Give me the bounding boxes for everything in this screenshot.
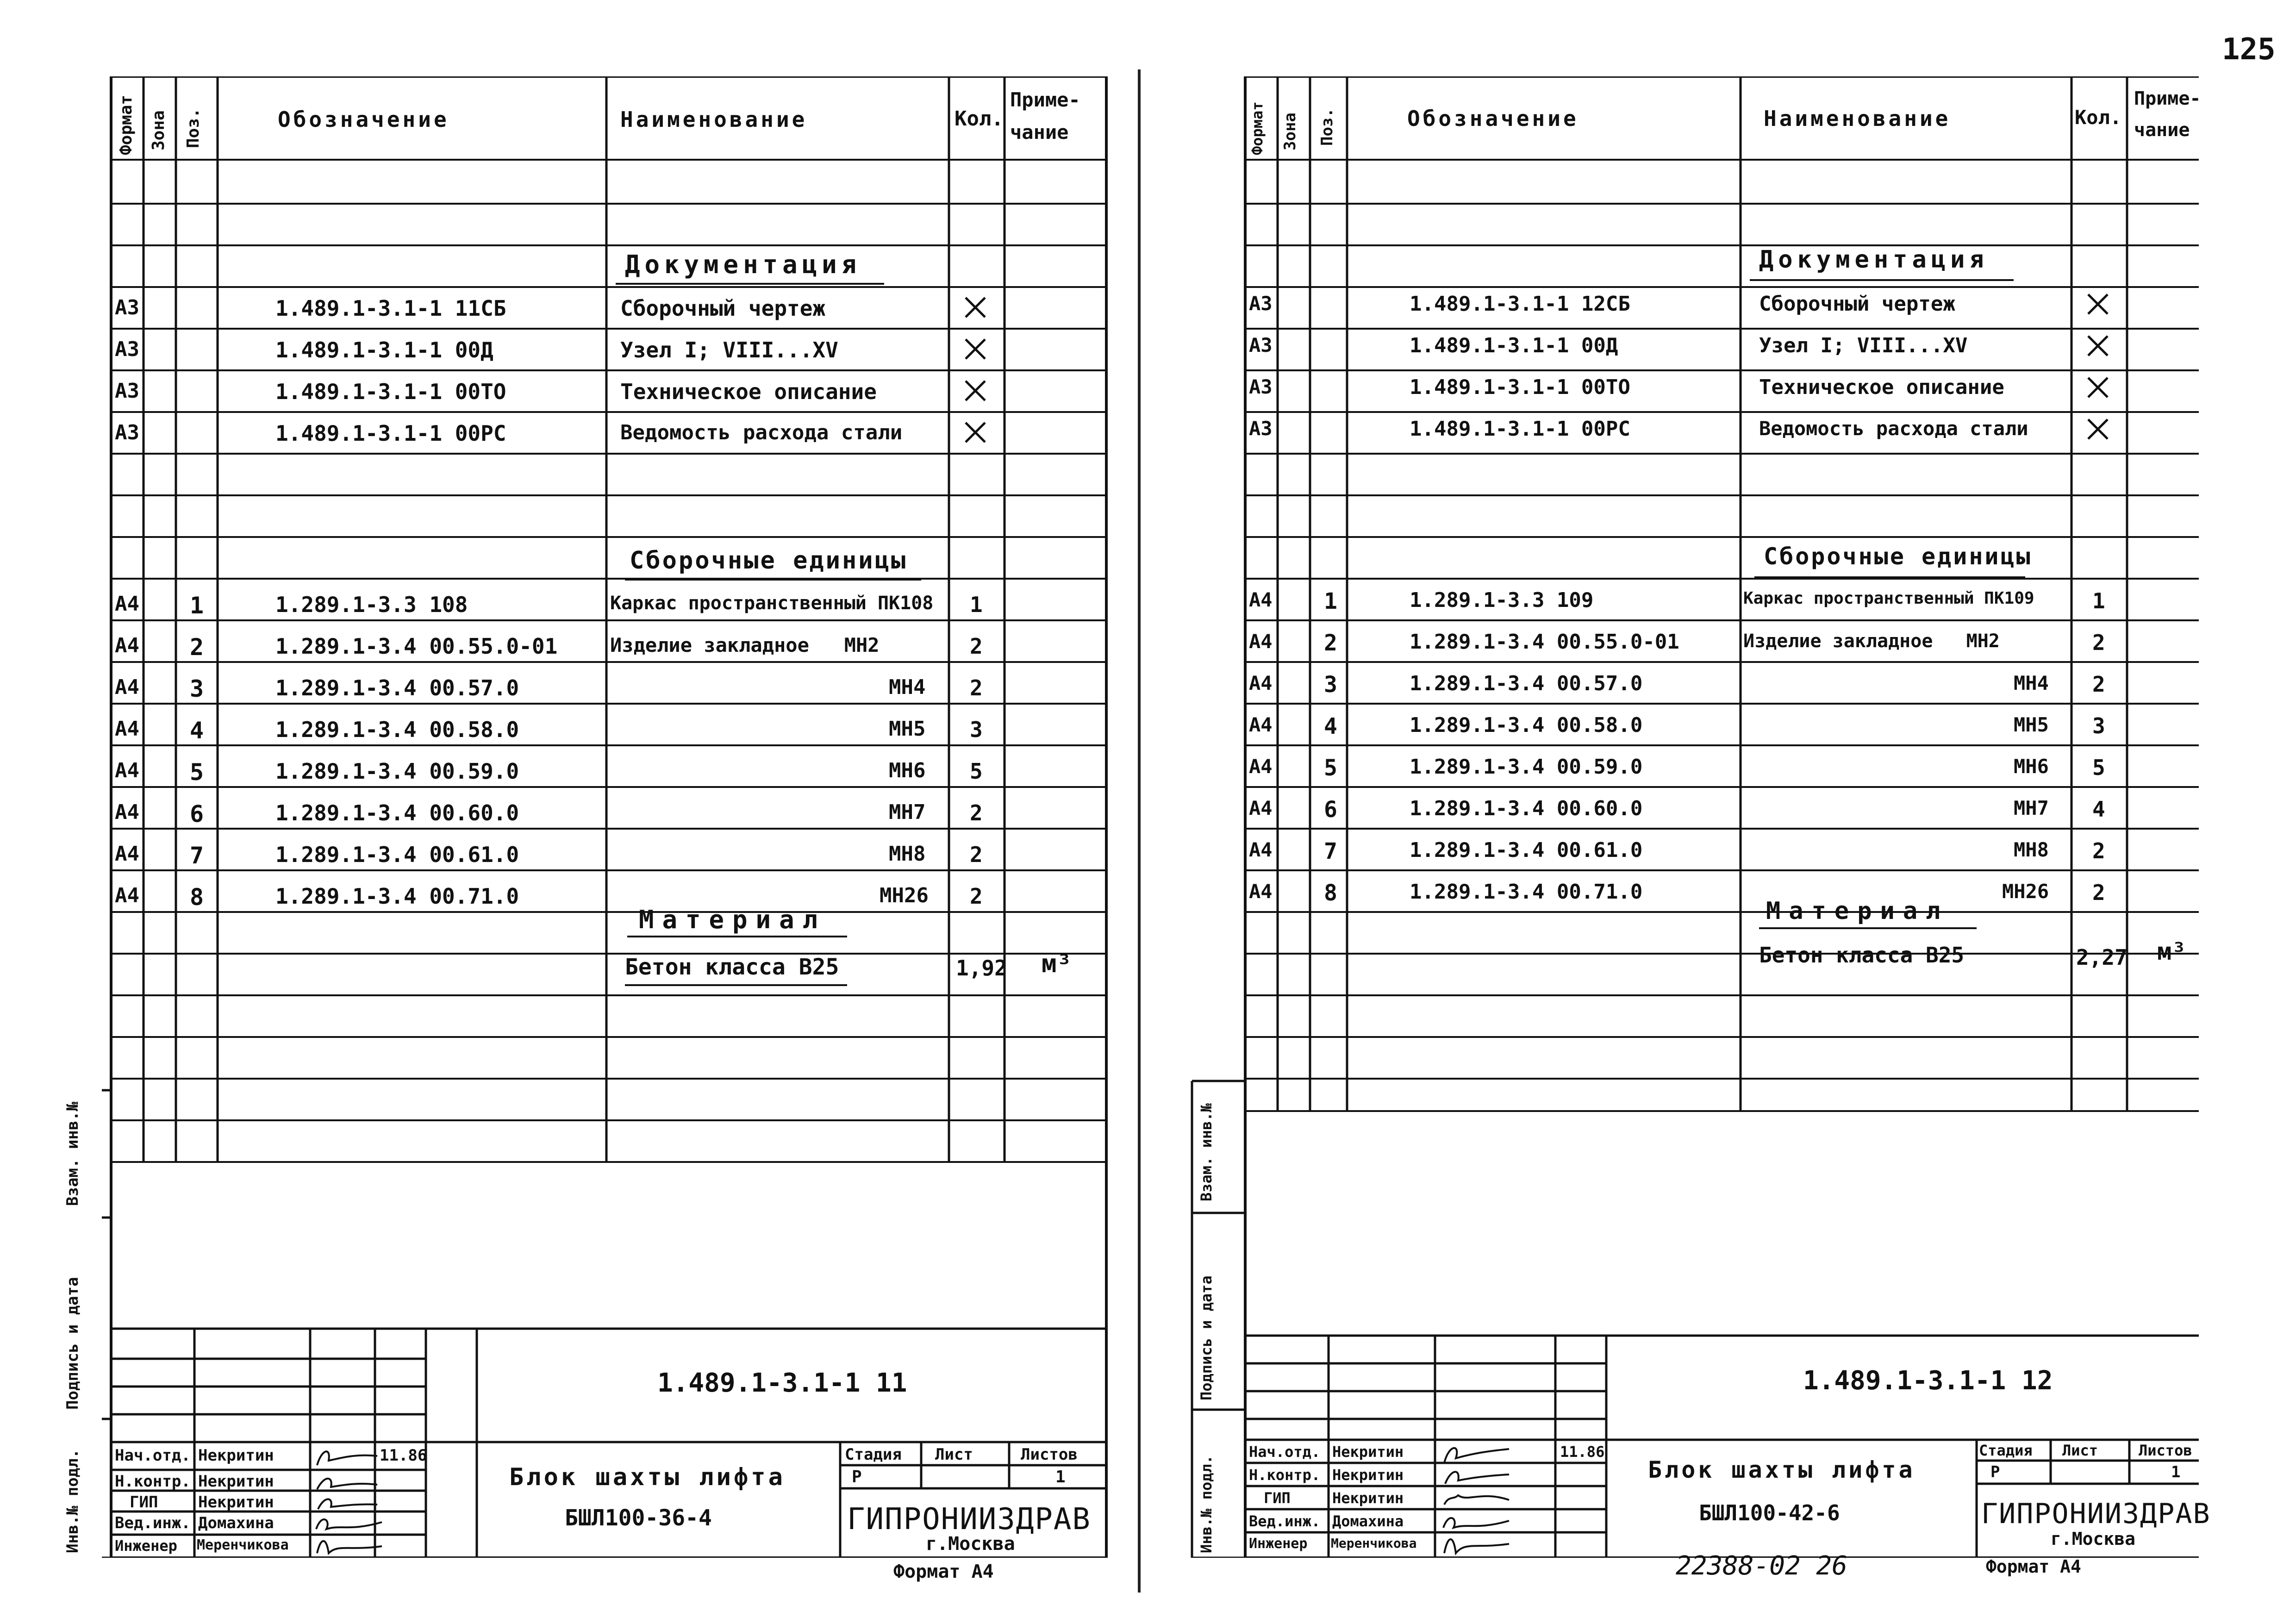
role-label: Нач.отд.	[115, 1446, 191, 1465]
header-designation: Обозначение	[278, 107, 449, 132]
cell-name: Каркас пространственный ПК108	[610, 593, 934, 614]
cross-mark-icon	[963, 420, 988, 445]
cell-format: А4	[1249, 672, 1273, 694]
page-number: 125	[2222, 32, 2276, 67]
cell-qty: 5	[970, 759, 983, 784]
side-label-inv-orig: Инв.№ подл.	[1198, 1455, 1215, 1553]
cell-pos: 7	[1324, 838, 1337, 864]
cell-format: А3	[115, 421, 139, 444]
role-label: Нач.отд.	[1249, 1443, 1321, 1461]
cell-name: МН26	[880, 884, 929, 907]
section-documentation: Документация	[625, 250, 861, 279]
material-unit: м³	[2157, 938, 2186, 966]
organization: ГИПРОНИИЗДРАВ	[847, 1502, 1091, 1537]
header-name: Наименование	[1764, 106, 1951, 131]
cell-format: А4	[115, 759, 139, 782]
organization: ГИПРОНИИЗДРАВ	[1981, 1498, 2211, 1530]
cell-name: МН6	[889, 759, 926, 782]
section-assembly-units: Сборочные единицы	[630, 547, 908, 575]
cell-qty: 3	[970, 717, 983, 742]
cell-format: А4	[1249, 797, 1273, 819]
header-zone: Зона	[149, 110, 168, 150]
sheet-label: Лист	[935, 1445, 973, 1464]
header-qty: Кол.	[2075, 106, 2122, 129]
cell-format: А3	[115, 296, 139, 319]
title-line-1: Блок шахты лифта	[509, 1463, 786, 1491]
header-qty: Кол.	[955, 107, 1004, 131]
role-label: Н.контр.	[1249, 1466, 1321, 1484]
role-name: Некритин	[1332, 1466, 1404, 1484]
role-label: Вед.инж.	[1249, 1512, 1321, 1530]
side-label-substitute: Взам. инв.№	[1198, 1103, 1215, 1201]
cell-name: Каркас пространственный ПК109	[1743, 589, 2034, 608]
material-name: Бетон класса В25	[625, 954, 839, 980]
cell-designation: 1.289.1-3.4 00.58.0	[275, 717, 519, 742]
approval-date: 11.86	[380, 1446, 427, 1465]
material-unit: м³	[1042, 949, 1072, 978]
header-note-2: чание	[2134, 119, 2190, 141]
cross-mark-icon	[2085, 375, 2110, 400]
cell-name: Изделие закладное МН2	[610, 634, 880, 656]
material-qty: 2,27	[2076, 945, 2128, 970]
cell-format: А4	[115, 634, 139, 657]
cell-name: МН4	[889, 675, 926, 699]
cell-name: МН7	[889, 800, 926, 824]
cross-mark-icon	[963, 337, 988, 362]
cell-designation: 1.289.1-3.4 00.71.0	[275, 884, 519, 909]
stage-label: Стадия	[1979, 1442, 2033, 1459]
stage-value: Р	[852, 1468, 862, 1487]
cell-designation: 1.289.1-3.3 108	[275, 592, 468, 617]
header-zone: Зона	[1281, 112, 1299, 150]
cell-pos: 4	[190, 717, 204, 744]
role-name: Меренчикова	[197, 1537, 289, 1553]
cell-format: А3	[115, 337, 139, 361]
role-name: Домахина	[1332, 1512, 1404, 1530]
cell-format: А4	[1249, 880, 1273, 903]
cell-pos: 1	[190, 592, 204, 619]
cell-pos: 2	[1324, 630, 1337, 656]
cell-format: А4	[1249, 630, 1273, 653]
cell-pos: 5	[1324, 755, 1337, 781]
cell-designation: 1.489.1-3.1-1 00РС	[275, 421, 506, 446]
cell-format: А3	[1249, 292, 1273, 315]
approval-date: 11.86	[1560, 1443, 1605, 1461]
cell-name: Ведомость расхода стали	[620, 421, 903, 444]
cell-format: А3	[1249, 334, 1273, 356]
cell-pos: 3	[190, 675, 204, 702]
sheets-label: Листов	[2139, 1442, 2192, 1459]
cell-qty: 2	[2092, 672, 2105, 697]
cell-name: МН8	[889, 842, 926, 866]
signature-mark	[312, 1532, 387, 1560]
cell-designation: 1.289.1-3.3 109	[1410, 588, 1594, 612]
section-documentation: Документация	[1759, 246, 1989, 274]
cell-designation: 1.489.1-3.1-1 00ТО	[275, 379, 506, 404]
cell-name: Ведомость расхода стали	[1759, 417, 2028, 440]
role-label: Н.контр.	[115, 1472, 191, 1491]
header-pos: Поз.	[184, 108, 203, 148]
role-name: Некритин	[198, 1472, 274, 1491]
header-note-2: чание	[1010, 121, 1069, 144]
side-label-sign-date: Подпись и дата	[63, 1277, 82, 1410]
cell-qty: 2	[2092, 630, 2105, 655]
cell-designation: 1.289.1-3.4 00.59.0	[275, 759, 519, 784]
stage-label: Стадия	[845, 1445, 902, 1464]
cell-designation: 1.289.1-3.4 00.71.0	[1410, 880, 1643, 904]
doc-number: 1.489.1-3.1-1 12	[1803, 1366, 2053, 1396]
cell-format: А4	[1249, 713, 1273, 736]
header-name: Наименование	[620, 107, 808, 132]
cell-format: А4	[115, 675, 139, 699]
cell-pos: 2	[190, 634, 204, 661]
cell-name: МН6	[2014, 755, 2049, 778]
sheets-label: Листов	[1021, 1445, 1078, 1464]
cell-name: МН8	[2014, 838, 2049, 861]
header-format: Формат	[1248, 101, 1266, 155]
bottom-stamp: 22388-02 26	[1676, 1551, 1847, 1581]
signature-mark	[1440, 1530, 1514, 1558]
cell-format: А3	[1249, 417, 1273, 440]
cross-mark-icon	[963, 295, 988, 320]
side-label-inv-orig: Инв.№ подл.	[63, 1449, 82, 1553]
format-label: Формат А4	[893, 1561, 994, 1582]
cell-designation: 1.489.1-3.1-1 00Д	[275, 337, 493, 362]
role-name: Меренчикова	[1331, 1536, 1417, 1551]
cell-designation: 1.489.1-3.1-1 00ТО	[1410, 375, 1630, 399]
cell-format: А4	[115, 842, 139, 866]
cell-designation: 1.289.1-3.4 00.61.0	[275, 842, 519, 867]
material-qty: 1,92	[956, 956, 1007, 981]
cell-name: МН26	[2002, 880, 2049, 903]
header-pos: Поз.	[1318, 108, 1336, 146]
cell-format: А4	[1249, 838, 1273, 861]
cell-designation: 1.289.1-3.4 00.59.0	[1410, 755, 1643, 779]
cell-pos: 8	[190, 884, 204, 911]
cell-qty: 2	[970, 675, 983, 700]
cell-name: Узел I; VIII...XV	[1759, 334, 1968, 357]
cross-mark-icon	[963, 378, 988, 403]
cell-name: МН7	[2014, 797, 2049, 819]
cell-designation: 1.289.1-3.4 00.55.0-01	[1410, 630, 1679, 654]
cell-designation: 1.489.1-3.1-1 00РС	[1410, 417, 1630, 441]
cell-qty: 1	[2092, 588, 2105, 613]
format-label: Формат А4	[1986, 1556, 2081, 1577]
cell-designation: 1.289.1-3.4 00.55.0-01	[275, 634, 558, 659]
cell-designation: 1.289.1-3.4 00.60.0	[275, 800, 519, 825]
cell-pos: 3	[1324, 672, 1337, 698]
cell-name: Сборочный чертеж	[620, 296, 826, 321]
cell-qty: 3	[2092, 713, 2105, 738]
cell-qty: 5	[2092, 755, 2105, 780]
cell-designation: 1.489.1-3.1-1 00Д	[1410, 334, 1618, 357]
cross-mark-icon	[2085, 333, 2110, 358]
cell-qty: 1	[970, 592, 983, 617]
role-label: Инженер	[1249, 1536, 1308, 1552]
cell-qty: 2	[2092, 880, 2105, 905]
cell-pos: 1	[1324, 588, 1337, 614]
cell-designation: 1.489.1-3.1-1 12СБ	[1410, 292, 1630, 316]
cell-name: Сборочный чертеж	[1759, 292, 1955, 316]
side-label-sign-date: Подпись и дата	[1198, 1275, 1215, 1400]
cell-format: А4	[115, 592, 139, 616]
cell-name: Узел I; VIII...XV	[620, 337, 838, 362]
cross-mark-icon	[2085, 417, 2110, 442]
cell-name: Техническое описание	[620, 379, 877, 404]
title-line-1: Блок шахты лифта	[1648, 1456, 1915, 1483]
cell-name: Техническое описание	[1759, 375, 2004, 399]
cell-qty: 2	[970, 842, 983, 867]
side-label-substitute: Взам. инв.№	[63, 1101, 82, 1206]
cell-designation: 1.289.1-3.4 00.60.0	[1410, 797, 1643, 820]
stage-value: Р	[1990, 1463, 2000, 1481]
cell-pos: 5	[190, 759, 204, 786]
city: г.Москва	[926, 1533, 1015, 1555]
cell-name: МН5	[2014, 713, 2049, 736]
cell-pos: 4	[1324, 713, 1337, 739]
material-name: Бетон класса В25	[1759, 943, 1965, 968]
cell-qty: 4	[2092, 797, 2105, 822]
cell-pos: 8	[1324, 880, 1337, 906]
cell-format: А3	[115, 379, 139, 403]
cell-name: МН4	[2014, 672, 2049, 694]
spec-sheet-left	[63, 76, 1157, 1582]
cell-pos: 7	[190, 842, 204, 869]
cell-designation: 1.289.1-3.4 00.57.0	[275, 675, 519, 700]
cell-pos: 6	[1324, 797, 1337, 823]
title-line-2: БШЛ100-36-4	[565, 1505, 712, 1531]
cell-pos: 6	[190, 800, 204, 827]
role-name: Некритин	[1332, 1443, 1404, 1461]
cell-name: Изделие закладное МН2	[1743, 631, 2000, 652]
header-designation: Обозначение	[1407, 106, 1579, 131]
cell-designation: 1.289.1-3.4 00.57.0	[1410, 672, 1643, 695]
cell-designation: 1.489.1-3.1-1 11СБ	[275, 296, 506, 321]
cell-qty: 2	[970, 634, 983, 659]
cell-format: А4	[115, 884, 139, 907]
cell-format: А4	[1249, 755, 1273, 778]
role-name: Домахина	[198, 1514, 274, 1532]
cell-qty: 2	[970, 884, 983, 909]
header-format: Формат	[117, 94, 136, 155]
signature-mark	[312, 1444, 387, 1472]
role-label: ГИП	[1264, 1489, 1291, 1507]
cell-format: А4	[115, 800, 139, 824]
role-label: ГИП	[130, 1493, 158, 1512]
sheets-value: 1	[1055, 1468, 1066, 1487]
cross-mark-icon	[2085, 292, 2110, 317]
doc-number: 1.489.1-3.1-1 11	[657, 1368, 907, 1398]
section-assembly-units: Сборочные единицы	[1764, 543, 2032, 570]
cell-qty: 2	[970, 800, 983, 825]
role-name: Некритин	[1332, 1489, 1404, 1507]
role-name: Некритин	[198, 1446, 274, 1465]
section-material: Материал	[1766, 897, 1949, 925]
cell-name: МН5	[889, 717, 926, 741]
cell-format: А4	[115, 717, 139, 741]
cell-qty: 2	[2092, 838, 2105, 863]
cell-designation: 1.289.1-3.4 00.61.0	[1410, 838, 1643, 862]
sheets-value: 1	[2171, 1463, 2181, 1481]
cell-designation: 1.289.1-3.4 00.58.0	[1410, 713, 1643, 737]
role-name: Некритин	[198, 1493, 274, 1512]
role-label: Вед.инж.	[115, 1514, 191, 1532]
title-line-2: БШЛ100-42-6	[1699, 1500, 1840, 1525]
header-note-1: Приме-	[1010, 88, 1080, 111]
city: г.Москва	[2051, 1529, 2136, 1549]
role-label: Инженер	[115, 1537, 177, 1555]
cell-format: А4	[1249, 588, 1273, 611]
sheet-label: Лист	[2062, 1442, 2098, 1459]
header-note-1: Приме-	[2134, 88, 2201, 109]
section-material: Материал	[639, 905, 826, 934]
cell-format: А3	[1249, 375, 1273, 398]
